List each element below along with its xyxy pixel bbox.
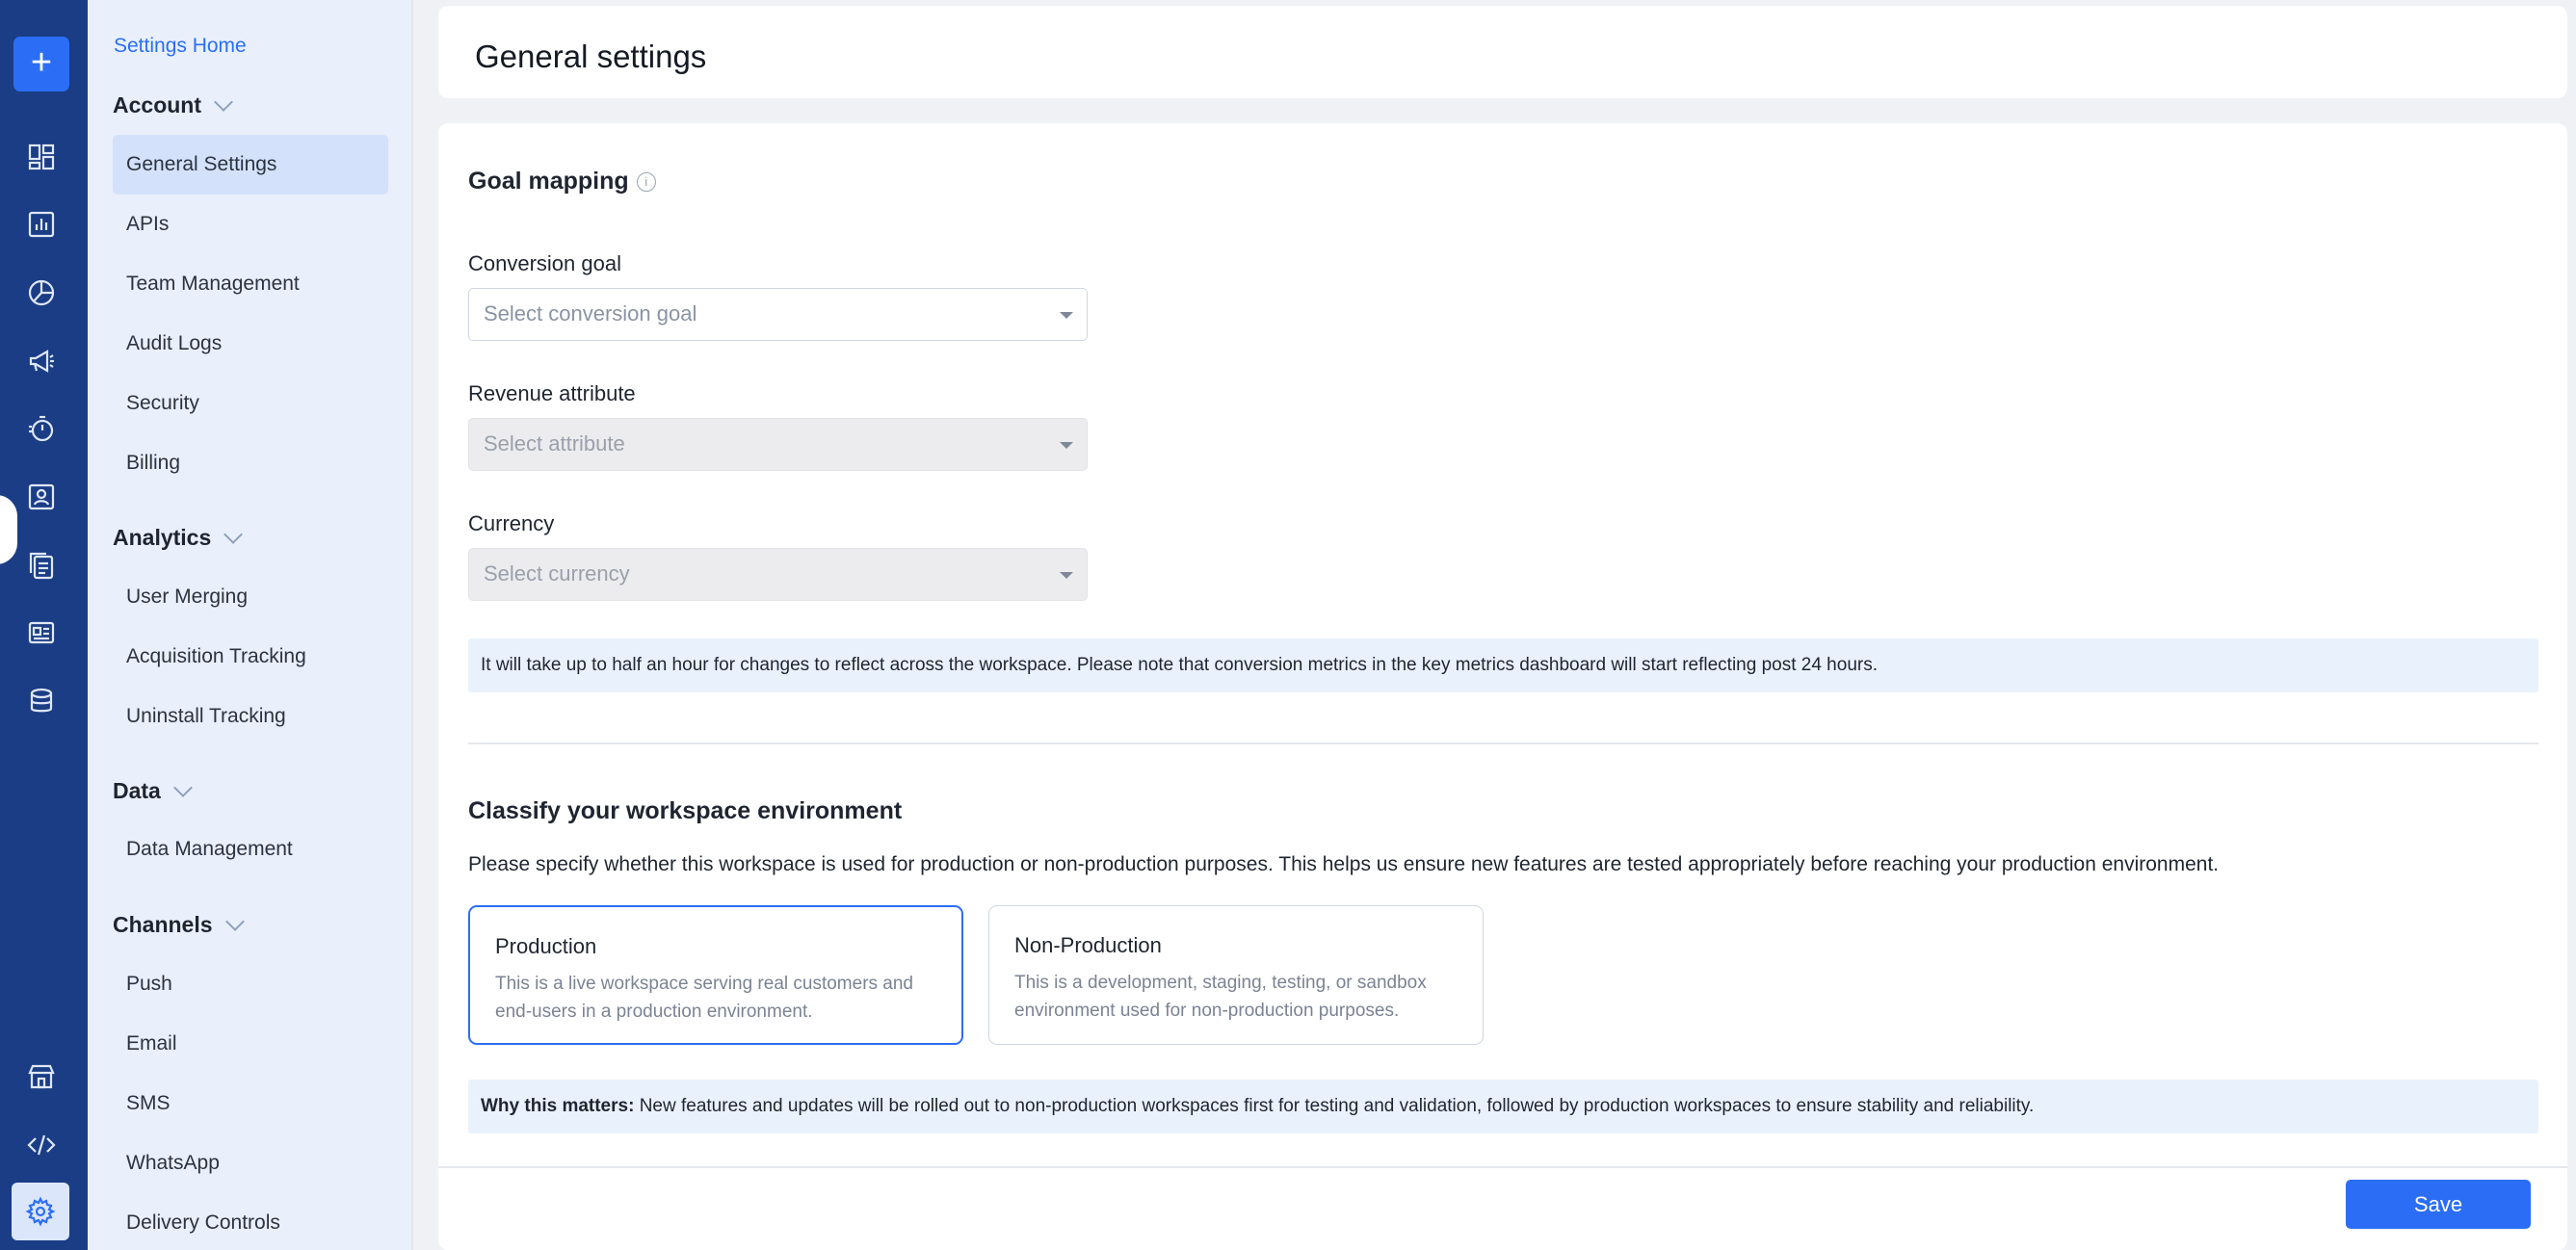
option-desc-line: environment used for non-production purposes. (1014, 1001, 1400, 1021)
nav-group-channels[interactable] (113, 912, 242, 938)
chevron-down-icon (173, 778, 193, 797)
nav-group-label: Data (113, 778, 161, 803)
user-card-icon[interactable] (21, 477, 62, 517)
select-placeholder: Select attribute (484, 431, 625, 456)
sidebar-item-acquisition-tracking[interactable]: Acquisition Tracking (126, 645, 306, 667)
chevron-down-icon (225, 912, 245, 931)
dashboard-icon[interactable] (21, 137, 62, 177)
footer-divider (438, 1166, 2567, 1168)
settings-sidebar (88, 0, 413, 1250)
sidebar-item-sms[interactable]: SMS (126, 1092, 171, 1114)
page-title: General settings (475, 39, 707, 74)
environment-title: Classify your workspace environment (468, 797, 903, 824)
nav-group-label: Analytics (113, 525, 212, 550)
production-option[interactable] (468, 905, 963, 1045)
nav-group-analytics[interactable] (113, 525, 240, 551)
why-label: Why this matters: (481, 1096, 635, 1116)
settings-home-link[interactable]: Settings Home (114, 35, 247, 57)
sidebar-item-billing[interactable]: Billing (126, 452, 181, 474)
rail-handle[interactable] (0, 495, 17, 564)
documents-icon[interactable] (21, 545, 62, 586)
caret-down-icon (1060, 312, 1073, 319)
chevron-down-icon (223, 525, 243, 544)
option-title: Non-Production (1014, 933, 1162, 957)
pie-chart-icon[interactable] (21, 273, 62, 313)
section-divider (468, 742, 2538, 744)
select-placeholder: Select conversion goal (484, 301, 697, 326)
goal-mapping-title (468, 168, 656, 195)
option-title: Production (495, 934, 597, 958)
nav-group-data[interactable] (113, 778, 190, 804)
sidebar-item-push[interactable]: Push (126, 973, 172, 995)
sidebar-item-general-settings[interactable]: General Settings (113, 135, 388, 195)
goal-mapping-note: It will take up to half an hour for changes to reflect across the workspace. Please note that conversion metrics in the key metrics dashboard will start reflecting post 24 hours. (468, 638, 2538, 692)
conversion-goal-select[interactable] (468, 288, 1088, 341)
section-title-text: Goal mapping (468, 168, 629, 195)
stopwatch-icon[interactable] (21, 408, 62, 449)
megaphone-icon[interactable] (21, 341, 62, 381)
save-button[interactable]: Save (2346, 1180, 2531, 1229)
gear-icon[interactable] (12, 1183, 69, 1240)
sidebar-item-uninstall-tracking[interactable]: Uninstall Tracking (126, 705, 286, 727)
chevron-down-icon (214, 92, 233, 112)
database-icon[interactable] (21, 681, 62, 721)
option-desc-line: This is a development, staging, testing, or sandbox (1014, 973, 1427, 993)
sidebar-item-delivery-controls[interactable]: Delivery Controls (126, 1211, 280, 1234)
currency-label: Currency (468, 511, 555, 535)
sidebar-item-data-management[interactable]: Data Management (126, 838, 293, 860)
info-icon[interactable]: i (637, 172, 656, 192)
currency-select[interactable] (468, 548, 1088, 601)
caret-down-icon (1060, 572, 1073, 579)
settings-panel (438, 123, 2567, 1250)
nav-group-label: Account (113, 92, 201, 117)
revenue-attribute-select[interactable] (468, 418, 1088, 471)
caret-down-icon (1060, 442, 1073, 449)
add-button[interactable]: + (13, 37, 69, 91)
nav-group-account[interactable] (113, 92, 230, 118)
select-placeholder: Select currency (484, 561, 630, 586)
non-production-option[interactable] (988, 905, 1484, 1045)
code-icon[interactable] (21, 1125, 62, 1165)
icon-rail (0, 0, 88, 1250)
sidebar-item-user-merging[interactable]: User Merging (126, 586, 249, 608)
sidebar-item-email[interactable]: Email (126, 1032, 177, 1055)
nav-group-label: Channels (113, 912, 213, 937)
why-text: New features and updates will be rolled out to non-production workspaces first for testing and validation, followed by production workspaces to ensure stability and reliability. (634, 1096, 2035, 1116)
newspaper-icon[interactable] (21, 612, 62, 653)
bar-chart-icon[interactable] (21, 204, 62, 245)
environment-description: Please specify whether this workspace is used for production or non-production purposes. This helps us ensure new features are tested appropriately before reaching your production environment. (468, 853, 2220, 875)
conversion-goal-label: Conversion goal (468, 251, 621, 275)
why-this-matters-note (468, 1080, 2538, 1133)
sidebar-item-team-management[interactable]: Team Management (126, 273, 300, 295)
sidebar-item-security[interactable]: Security (126, 392, 199, 414)
store-icon[interactable] (21, 1056, 62, 1097)
option-desc-line: This is a live workspace serving real customers and (495, 974, 914, 994)
revenue-attribute-label: Revenue attribute (468, 381, 636, 405)
sidebar-item-audit-logs[interactable]: Audit Logs (126, 332, 223, 354)
option-desc-line: end-users in a production environment. (495, 1002, 813, 1022)
sidebar-item-whatsapp[interactable]: WhatsApp (126, 1152, 220, 1174)
page-header (438, 6, 2567, 98)
sidebar-item-apis[interactable]: APIs (126, 213, 170, 235)
